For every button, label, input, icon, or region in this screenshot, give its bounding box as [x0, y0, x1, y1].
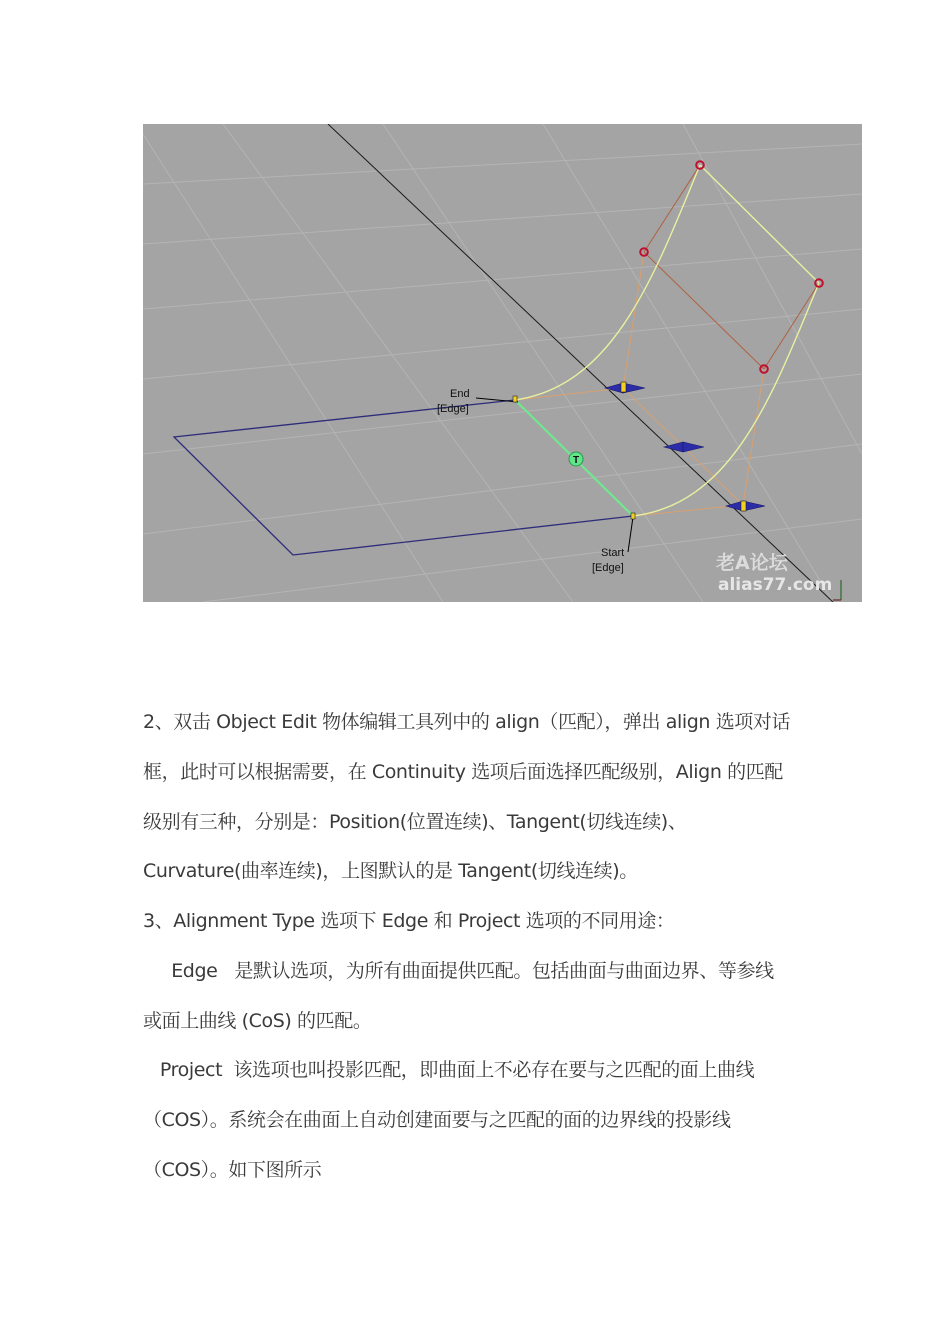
- paragraph-4: Curvature(曲率连续)，上图默认的是 Tangent(切线连续)。: [143, 860, 638, 882]
- paragraph-3: 级别有三种，分别是：Position(位置连续)、Tangent(切线连续)、: [143, 811, 687, 833]
- paragraph-6: Edge 是默认选项，为所有曲面提供匹配。包括曲面与曲面边界、等参线: [143, 960, 774, 982]
- watermark-url: alias77.com: [718, 575, 833, 595]
- start-edge-label: [Edge]: [592, 562, 624, 574]
- paragraph-7: 或面上曲线 (CoS) 的匹配。: [143, 1010, 372, 1032]
- perspective-grid: [143, 124, 862, 602]
- boundary-curve: [174, 400, 633, 555]
- paragraph-8: Project 该选项也叫投影匹配，即曲面上不必存在要与之匹配的面上曲线: [143, 1059, 755, 1081]
- label-leader-start: [628, 517, 633, 552]
- paragraph-2: 框，此时可以根据需要，在 Continuity 选项后面选择匹配级别，Align 的匹配: [143, 761, 783, 783]
- viewport-canvas: [143, 124, 862, 602]
- paragraph-9: （COS）。系统会在曲面上自动创建面要与之匹配的面的边界线的投影线: [143, 1109, 731, 1131]
- axis-triad-icon: [833, 580, 841, 600]
- start-label: Start: [601, 547, 625, 559]
- paragraph-5: 3、Alignment Type 选项下 Edge 和 Project 选项的不同用途：: [143, 910, 675, 932]
- end-edge-label: [Edge]: [437, 403, 469, 415]
- tangent-marker-label: T: [572, 455, 580, 466]
- tangent-handles[interactable]: [513, 382, 746, 519]
- viewport-figure: [143, 124, 862, 602]
- paragraph-10: （COS）。如下图所示: [143, 1159, 322, 1181]
- end-label: End: [450, 388, 470, 400]
- surface-curves: [515, 165, 819, 516]
- hull-lines: [515, 165, 819, 516]
- watermark-title: 老A论坛: [716, 552, 788, 574]
- paragraph-1: 2、双击 Object Edit 物体编辑工具列中的 align（匹配），弹出 align 选项对话: [143, 711, 791, 733]
